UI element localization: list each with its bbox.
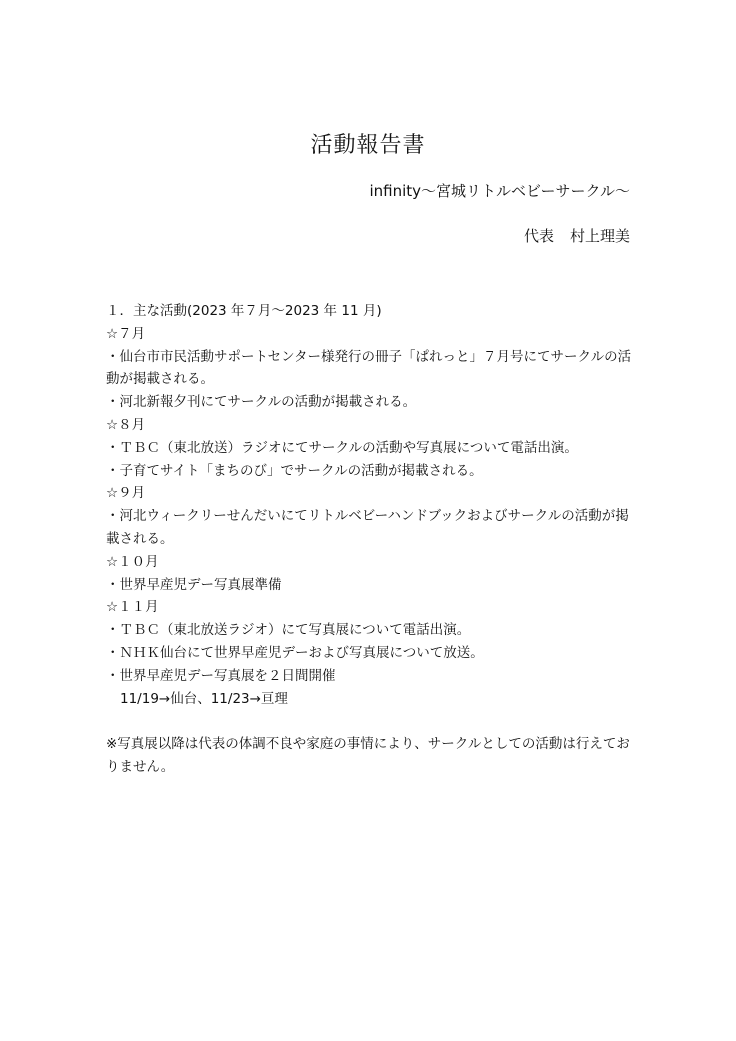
blank-line: [106, 710, 636, 733]
circle-name: infinity～宮城リトルベビーサークル～: [369, 182, 630, 200]
month-heading-august: ☆８月: [106, 416, 146, 433]
list-item: ・世界早産児デー写真展準備: [106, 576, 282, 593]
month-heading-october: ☆１０月: [106, 553, 159, 570]
report-body: [106, 300, 636, 779]
month-heading-july: ☆７月: [106, 325, 146, 342]
month-heading-september: ☆９月: [106, 485, 146, 502]
closing-note: ※写真展以降は代表の体調不良や家庭の事情により、サークルとしての活動は行えておりません。: [106, 736, 630, 775]
event-schedule: 11/19→仙台、11/23→亘理: [120, 690, 288, 707]
list-item: ・ＮＨＫ仙台にて世界早産児デーおよび写真展について放送。: [106, 644, 484, 661]
section-heading: １．主な活動(2023 年７月～2023 年 11 月): [106, 303, 382, 319]
list-item: ・ＴＢＣ（東北放送）ラジオにてサークルの活動や写真展について電話出演。: [106, 439, 578, 456]
list-item: ・ＴＢＣ（東北放送ラジオ）にて写真展について電話出演。: [106, 622, 471, 639]
representative-name: 村上理美: [569, 227, 630, 245]
representative-label: 代表: [523, 227, 554, 245]
document-title: 活動報告書: [310, 133, 426, 158]
list-item: ・仙台市市民活動サポートセンター様発行の冊子「ぱれっと」７月号にてサークルの活動が掲載される。: [106, 348, 632, 388]
month-heading-november: ☆１１月: [106, 599, 159, 616]
list-item: ・世界早産児デー写真展を２日間開催: [106, 667, 336, 684]
list-item: ・河北新報夕刊にてサークルの活動が掲載される。: [106, 394, 417, 411]
list-item: ・河北ウィークリーせんだいにてリトルベビーハンドブックおよびサークルの活動が掲載される。: [106, 508, 629, 547]
representative: [524, 225, 630, 247]
list-item: ・子育てサイト「まちのび」でサークルの活動が掲載される。: [106, 462, 483, 479]
